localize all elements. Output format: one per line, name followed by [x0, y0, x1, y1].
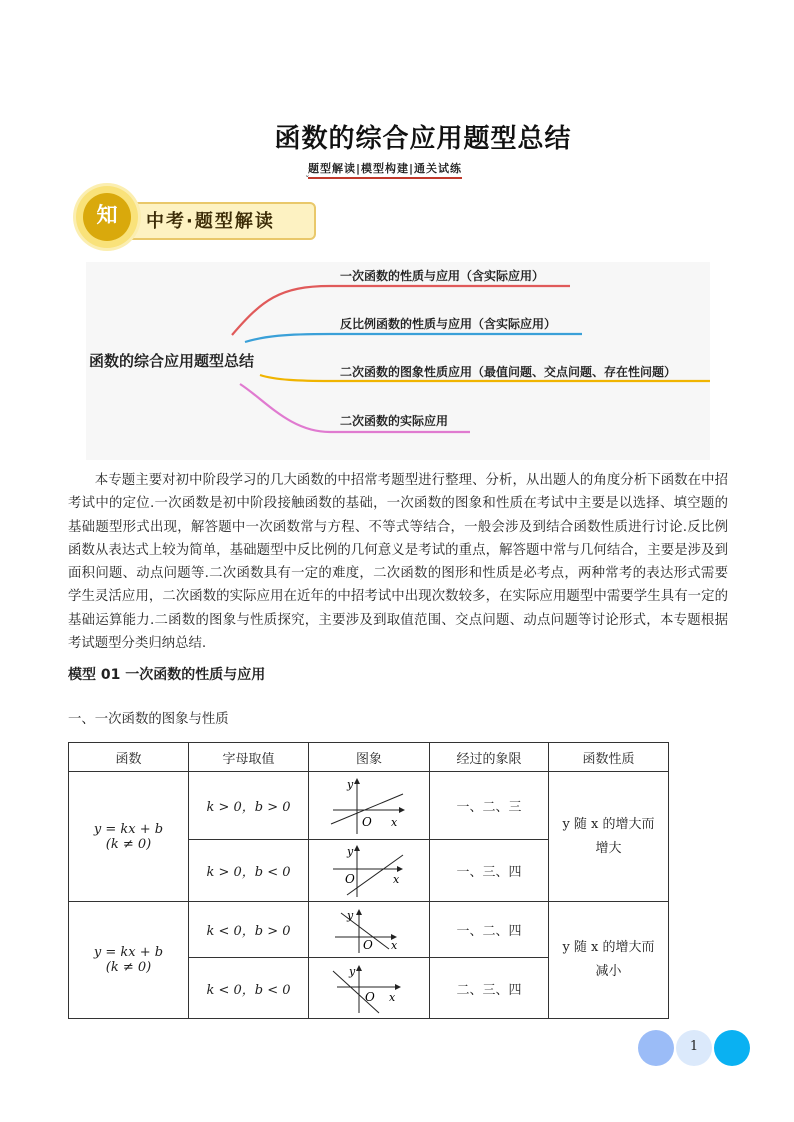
graph-origin-label: O	[362, 814, 372, 829]
table-row	[69, 772, 669, 840]
section-badge-label: 中考·题型解读	[146, 211, 275, 232]
table-header: 经过的象限	[430, 743, 549, 772]
graph-k-neg-b-pos	[329, 905, 409, 955]
table-header: 图象	[309, 743, 430, 772]
section-badge-char: 知	[96, 203, 118, 227]
graph-x-label: x	[391, 815, 398, 829]
graph-y-label: y	[349, 965, 356, 978]
graph-k-pos-b-pos	[329, 776, 409, 836]
function-cell	[69, 902, 189, 1019]
condition-cell: k > 0，b < 0	[189, 840, 309, 902]
graph-x-label: x	[391, 938, 398, 952]
property-result: 减小	[595, 964, 622, 979]
quadrant-cell: 二、三、四	[430, 958, 549, 1019]
property-text: y 随 x 的增大而	[562, 816, 655, 832]
linear-function-table	[68, 742, 669, 1019]
function-condition: (k ≠ 0)	[105, 836, 152, 852]
quadrant-cell: 一、二、三	[430, 772, 549, 840]
graph-cell	[309, 902, 430, 958]
graph-k-neg-b-neg	[329, 961, 409, 1015]
table-header-row	[69, 743, 669, 772]
page-number-circle-right	[714, 1030, 750, 1066]
graph-cell	[309, 958, 430, 1019]
page-title: 函数的综合应用题型总结	[274, 124, 572, 154]
condition-cell: k < 0，b < 0	[189, 958, 309, 1019]
mind-map-branches	[0, 0, 794, 470]
graph-k-pos-b-neg	[329, 843, 409, 899]
mind-map-branch-2: 反比例函数的性质与应用（含实际应用）	[340, 317, 557, 331]
graph-origin-label: O	[365, 990, 375, 1004]
function-cell	[69, 772, 189, 902]
graph-y-label: y	[347, 777, 354, 791]
subtitle-mark: ˇ	[305, 176, 310, 186]
table-header: 字母取值	[189, 743, 309, 772]
graph-y-label: y	[347, 844, 354, 858]
branch-line-2	[245, 334, 582, 342]
condition-cell: k > 0，b > 0	[189, 772, 309, 840]
graph-origin-label: O	[363, 937, 373, 952]
condition-cell: k < 0，b > 0	[189, 902, 309, 958]
page-number-circle-left	[638, 1030, 674, 1066]
graph-y-label: y	[347, 908, 354, 922]
page-number: 1	[689, 1039, 699, 1054]
property-cell	[549, 772, 669, 902]
mind-map-root: 函数的综合应用题型总结	[89, 352, 255, 370]
mind-map-branch-3: 二次函数的图象性质应用（最值问题、交点问题、存在性问题）	[340, 365, 677, 379]
quadrant-cell: 一、三、四	[430, 840, 549, 902]
mind-map-branch-1: 一次函数的性质与应用（含实际应用）	[340, 269, 545, 283]
function-condition: (k ≠ 0)	[105, 960, 152, 975]
function-formula: y = kx + b	[93, 945, 164, 960]
property-text: y 随 x 的增大而	[562, 940, 655, 955]
graph-x-label: x	[389, 991, 396, 1004]
graph-cell	[309, 772, 430, 840]
model-heading: 模型 01 一次函数的性质与应用	[68, 667, 266, 683]
property-result: 增大	[595, 840, 622, 856]
graph-cell	[309, 840, 430, 902]
property-cell	[549, 902, 669, 1019]
table-row	[69, 902, 669, 958]
graph-origin-label: O	[345, 871, 355, 886]
mind-map-branch-4: 二次函数的实际应用	[340, 414, 449, 428]
quadrant-cell: 一、二、四	[430, 902, 549, 958]
table-header: 函数	[69, 743, 189, 772]
section-heading: 一、一次函数的图象与性质	[68, 712, 229, 727]
graph-x-label: x	[393, 872, 400, 886]
function-formula: y = kx + b	[93, 821, 164, 837]
intro-paragraph: 本专题主要对初中阶段学习的几大函数的中招常考题型进行整理、分析，从出题人的角度分析下函数在中招考试中的定位.一次函数是初中阶段接触函数的基础，一次函数的图象和性质在考试中主要是以选择、填空题的基础题型形式出现，解答题中一次函数常与方程、不等式等结合，一般会涉及到结合函数性质进行讨论.反比例函数从表达式上较为简单，基础题型中反比例的几何意义是考试的重点，解答题中常与几何结合，主要是涉及到面积问题、动点问题等.二次函数具有一定的难度，二次函数的图形和性质是必考点，两种常考的表达形式需要学生灵活应用，二次函数的实际应用在近年的中招考试中出现次数较多，在实际应用题型中需要学生具有一定的基础运算能力.二函数的图象与性质探究，主要涉及到取值范围、交点问题、动点问题等讨论形式，本专题根据考试题型分类归纳总结.	[68, 473, 728, 652]
table-header: 函数性质	[549, 743, 669, 772]
page-subtitle: 题型解读|模型构建|通关试练	[308, 160, 462, 179]
